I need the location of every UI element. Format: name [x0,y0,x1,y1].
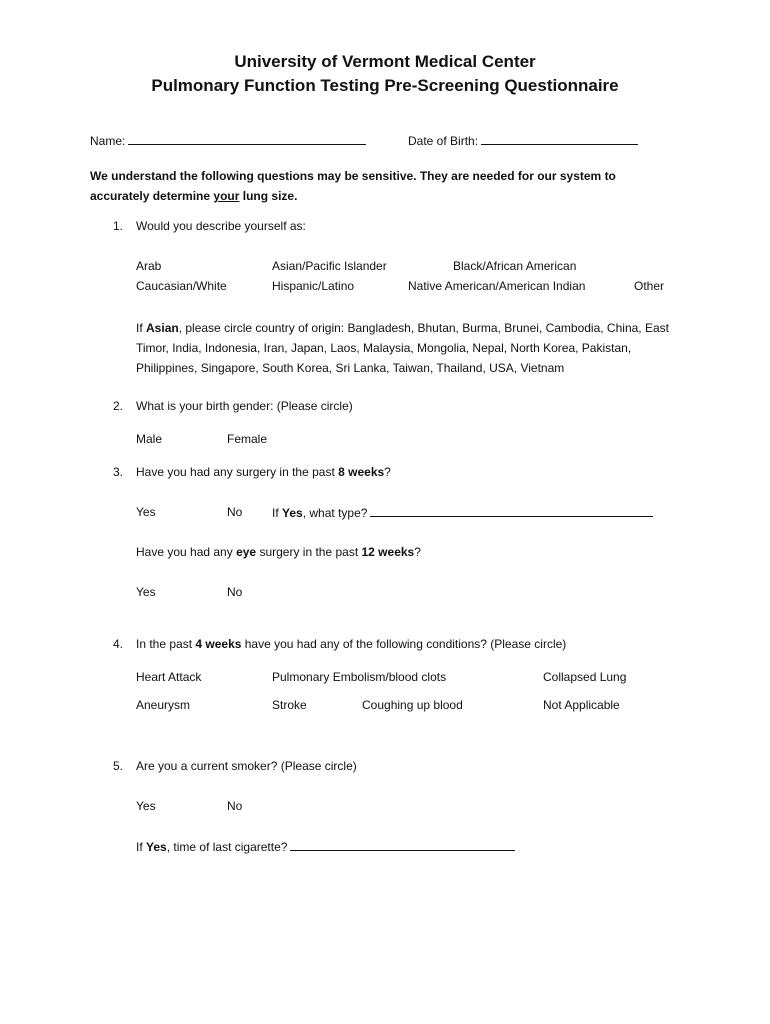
q1-number: 1. [113,219,124,233]
q1-option-caucasian-white[interactable]: Caucasian/White [136,279,227,293]
q1-option-arab[interactable]: Arab [136,259,162,273]
q1-asian-prefix: If [136,321,147,335]
q1-option-other[interactable]: Other [634,279,665,293]
q3-surgery-type-row [272,504,653,521]
q4-text-pre: In the past [136,637,196,651]
q3-eye-option-yes[interactable]: Yes [136,585,156,599]
q4-option-pulmonary-embolism[interactable]: Pulmonary Embolism/blood clots [272,670,447,684]
q5-number: 5. [113,759,124,773]
form-title-questionnaire: Pulmonary Function Testing Pre-Screening Questionnaire [151,76,619,95]
dob-label: Date of Birth: [408,134,479,148]
dob-input-line[interactable] [481,132,638,145]
q4-text-post: have you had any of the following conditions? (Please circle) [241,637,567,651]
q3-eye-post: ? [414,545,421,559]
q5-if-post: , time of last cigarette? [166,840,288,854]
q1-asian-bold: Asian [146,321,179,335]
q3-if-bold: Yes [282,506,303,520]
q1-option-hispanic-latino[interactable]: Hispanic/Latino [272,279,355,293]
q3-text-bold: 8 weeks [338,465,385,479]
q3-eye-question [136,544,421,560]
q3-option-no[interactable]: No [227,505,243,519]
intro-statement [90,166,650,206]
q4-option-aneurysm[interactable]: Aneurysm [136,698,191,712]
q5-last-cigarette-input-line[interactable] [290,838,515,851]
q3-question [136,464,391,480]
q2-option-female[interactable]: Female [227,432,268,446]
q3-eye-pre: Have you had any [136,545,237,559]
q4-option-stroke[interactable]: Stroke [272,698,307,712]
intro-text-2: lung size. [239,189,298,203]
q4-text-bold: 4 weeks [195,637,242,651]
name-label: Name: [90,134,126,148]
intro-text-1: We understand the following questions may be sensitive. They are needed for our system to accurately determine [90,169,616,203]
name-input-line[interactable] [128,132,366,145]
form-title-institution: University of Vermont Medical Center [234,52,536,71]
q1-option-asian-pacific-islander[interactable]: Asian/Pacific Islander [272,259,387,273]
q3-number: 3. [113,465,124,479]
q1-asian-country-list [136,318,688,378]
q3-eye-mid: surgery in the past [256,545,362,559]
q3-eye-bold2: 12 weeks [361,545,415,559]
q4-option-coughing-up-blood[interactable]: Coughing up blood [362,698,463,712]
q2-number: 2. [113,399,124,413]
q3-if-post: , what type? [302,506,368,520]
q3-if-pre: If [272,506,283,520]
q1-question: Would you describe yourself as: [136,219,306,233]
dob-field-row [408,132,638,149]
q2-option-male[interactable]: Male [136,432,163,446]
q1-asian-countries[interactable]: , please circle country of origin: Bangladesh, Bhutan, Burma, Brunei, Cambodia, China, East Timor, India, Indonesia, Iran, Japan, Laos, Malaysia, Mongolia, Nepal, North Korea, Pakistan, Philippines, Singapore, South Korea, Sri Lanka, Taiwan, Thailand, USA, Vietnam [136,321,669,375]
q5-if-bold: Yes [146,840,167,854]
q1-option-native-american[interactable]: Native American/American Indian [408,279,586,293]
q4-number: 4. [113,637,124,651]
q5-if-pre: If [136,840,147,854]
q4-question [136,636,566,652]
q2-question: What is your birth gender: (Please circle) [136,399,353,413]
q3-surgery-type-input-line[interactable] [370,504,653,517]
q4-option-heart-attack[interactable]: Heart Attack [136,670,202,684]
name-field-row [90,132,366,149]
q3-eye-bold: eye [236,545,257,559]
q3-text-pre: Have you had any surgery in the past [136,465,339,479]
q5-option-no[interactable]: No [227,799,243,813]
intro-underlined-word: your [213,189,240,203]
q5-question: Are you a current smoker? (Please circle) [136,759,357,773]
q4-option-collapsed-lung[interactable]: Collapsed Lung [543,670,627,684]
q5-last-cigarette-row [136,838,515,855]
q3-text-post: ? [384,465,391,479]
q4-option-not-applicable[interactable]: Not Applicable [543,698,620,712]
q3-eye-option-no[interactable]: No [227,585,243,599]
q5-option-yes[interactable]: Yes [136,799,156,813]
q1-option-black-african-american[interactable]: Black/African American [453,259,577,273]
q3-option-yes[interactable]: Yes [136,505,156,519]
